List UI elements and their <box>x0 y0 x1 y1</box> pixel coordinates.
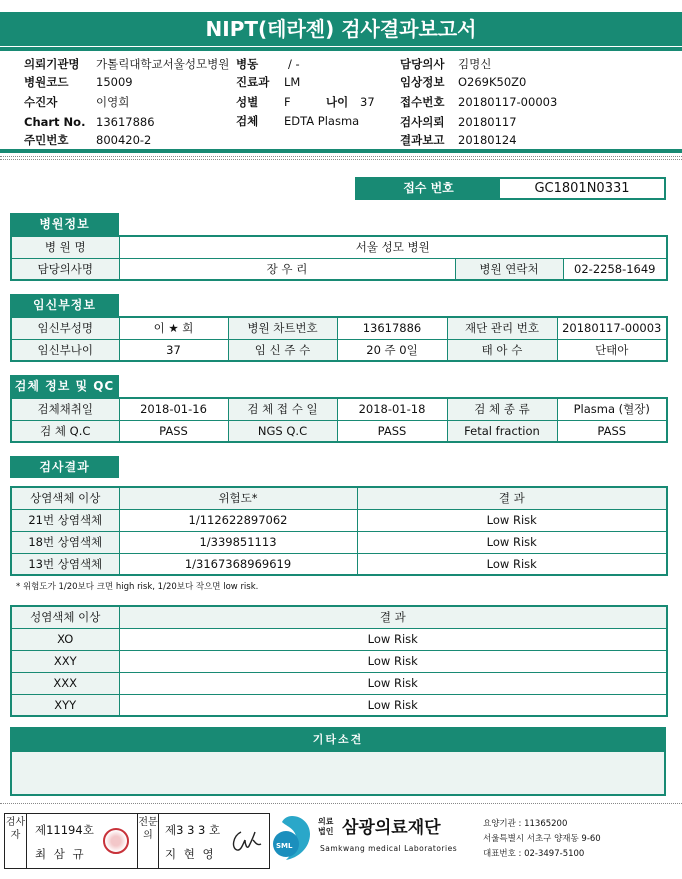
pregnant-name-value: 이 ★ 희 <box>119 317 228 339</box>
footer-separator <box>0 803 682 804</box>
sex-chromosome-name: XXX <box>11 672 119 694</box>
ngs-qc-value: PASS <box>337 420 447 442</box>
header-patient: 수진자 이영희 <box>24 95 130 109</box>
table-header-row <box>11 487 667 509</box>
fetal-fraction-value: PASS <box>557 420 667 442</box>
col-header-sex-result: 결 과 <box>119 606 667 628</box>
table-row <box>11 553 667 575</box>
specimen-type-label: 검 체 종 류 <box>447 398 557 420</box>
receive-date-value: 2018-01-18 <box>337 398 447 420</box>
corp-english-name: Samkwang medical Laboratories <box>320 844 458 853</box>
corp-contact-info <box>483 817 601 862</box>
collect-date-value: 2018-01-16 <box>119 398 228 420</box>
autosome-risk: 1/3167368969619 <box>119 553 357 575</box>
header-ward: 병동 / - <box>236 57 300 71</box>
table-row <box>11 509 667 531</box>
other-remarks-header: 기타소견 <box>10 727 666 752</box>
corp-phone: 대표번호 : 02-3497-5100 <box>483 849 585 859</box>
corp-type-small <box>318 817 333 837</box>
header-specimen: 검체 EDTA Plasma <box>236 114 360 128</box>
dotted-separator <box>0 156 682 160</box>
gestation-weeks-label: 임 신 주 수 <box>228 339 337 361</box>
header-divider <box>0 149 682 153</box>
reviewer-license-no: 제3 3 3 호 <box>165 823 221 837</box>
sex-chromosome-result: Low Risk <box>119 672 667 694</box>
report-title: NIPT(테라젠) 검사결과보고서 <box>0 12 682 46</box>
receipt-number-label: 접수 번호 <box>357 179 500 198</box>
table-row <box>11 628 667 650</box>
ngs-qc-label: NGS Q.C <box>228 420 337 442</box>
table-row <box>11 398 667 420</box>
examiner-license-no: 제11194호 <box>35 823 94 837</box>
specimen-info-table <box>10 397 668 443</box>
col-header-sex-chromosome: 성염색체 이상 <box>11 606 119 628</box>
reviewer-vertical-label: 전문의 <box>137 814 159 868</box>
management-number-value: 20180117-00003 <box>557 317 667 339</box>
table-row <box>11 236 667 258</box>
autosome-result: Low Risk <box>357 531 667 553</box>
sex-chromosome-table <box>10 605 668 717</box>
title-underline <box>0 47 682 51</box>
hospital-name-value: 서울 성모 병원 <box>119 236 667 258</box>
table-row <box>11 339 667 361</box>
autosome-results-table <box>10 486 668 576</box>
header-department: 진료과 LM <box>236 75 301 89</box>
header-request-date: 검사의뢰 20180117 <box>400 115 517 129</box>
fetus-count-label: 태 아 수 <box>447 339 557 361</box>
section-specimen-info: 검체 정보 및 QC <box>10 375 119 397</box>
doctor-name-value: 장 우 리 <box>119 258 455 280</box>
specimen-qc-value: PASS <box>119 420 228 442</box>
corp-name: 삼광의료재단 <box>342 818 441 838</box>
collect-date-label: 검체채취일 <box>11 398 119 420</box>
section-test-results: 검사결과 <box>10 456 119 478</box>
header-age: 나이 37 <box>326 95 375 109</box>
risk-footnote: * 위험도가 1/20보다 크면 high risk, 1/20보다 작으면 low risk. <box>16 582 259 592</box>
examiner-seal-icon <box>103 828 129 854</box>
sex-chromosome-result: Low Risk <box>119 650 667 672</box>
table-row <box>11 694 667 716</box>
autosome-result: Low Risk <box>357 553 667 575</box>
fetal-fraction-label: Fetal fraction <box>447 420 557 442</box>
sml-logo-icon <box>272 814 312 862</box>
hospital-info-table <box>10 235 668 281</box>
header-sex: 성별 F <box>236 95 291 109</box>
header-chart-no: Chart No. 13617886 <box>24 115 155 129</box>
corp-address: 서울특별시 서초구 양재동 9-60 <box>483 834 601 844</box>
pregnant-info-table <box>10 316 668 362</box>
management-number-label: 재단 관리 번호 <box>447 317 557 339</box>
header-resident-no: 주민번호 800420-2 <box>24 133 152 147</box>
fetus-count-value: 단태아 <box>557 339 667 361</box>
hospital-contact-label: 병원 연락처 <box>455 258 563 280</box>
autosome-name: 21번 상염색체 <box>11 509 119 531</box>
corp-type-line-1: 의료 <box>318 817 334 826</box>
reviewer-name: 지 현 영 <box>165 847 216 861</box>
table-row <box>11 317 667 339</box>
other-remarks-body <box>10 752 666 796</box>
sex-chromosome-name: XYY <box>11 694 119 716</box>
hospital-name-label: 병 원 명 <box>11 236 119 258</box>
logo-short-text: SML <box>276 842 293 850</box>
corp-agency-no: 요양기관 : 11365200 <box>483 819 568 829</box>
autosome-risk: 1/339851113 <box>119 531 357 553</box>
autosome-name: 18번 상염색체 <box>11 531 119 553</box>
header-requester: 의뢰기관명 가톨릭대학교서울성모병원 <box>24 57 230 71</box>
section-hospital-info: 병원정보 <box>10 213 119 235</box>
section-pregnant-info: 임신부정보 <box>10 294 119 316</box>
table-row <box>11 650 667 672</box>
receipt-number-value: GC1801N0331 <box>534 181 630 196</box>
col-header-risk: 위험도* <box>119 487 357 509</box>
sex-chromosome-result: Low Risk <box>119 628 667 650</box>
examiner-name: 최 삼 규 <box>35 847 86 861</box>
table-header-row <box>11 606 667 628</box>
table-row <box>11 672 667 694</box>
col-header-result: 결 과 <box>357 487 667 509</box>
specimen-type-value: Plasma (혈장) <box>557 398 667 420</box>
autosome-result: Low Risk <box>357 509 667 531</box>
pregnant-name-label: 임신부성명 <box>11 317 119 339</box>
autosome-name: 13번 상염색체 <box>11 553 119 575</box>
specimen-qc-label: 검 체 Q.C <box>11 420 119 442</box>
receipt-number-box <box>355 177 666 200</box>
sex-chromosome-result: Low Risk <box>119 694 667 716</box>
autosome-risk: 1/112622897062 <box>119 509 357 531</box>
col-header-autosome: 상염색체 이상 <box>11 487 119 509</box>
pregnant-age-value: 37 <box>119 339 228 361</box>
receive-date-label: 검 체 접 수 일 <box>228 398 337 420</box>
table-row <box>11 531 667 553</box>
table-row <box>11 258 667 280</box>
gestation-weeks-value: 20 주 0일 <box>337 339 447 361</box>
sex-chromosome-name: XO <box>11 628 119 650</box>
doctor-name-label: 담당의사명 <box>11 258 119 280</box>
table-row <box>11 420 667 442</box>
header-report-date: 결과보고 20180124 <box>400 133 517 147</box>
chart-number-label: 병원 차트번호 <box>228 317 337 339</box>
chart-number-value: 13617886 <box>337 317 447 339</box>
header-hospital-code: 병원코드 15009 <box>24 75 133 89</box>
examiner-vertical-label: 검사자 <box>5 814 27 868</box>
reviewer-signature-icon <box>227 826 263 856</box>
header-receipt-no: 접수번호 20180117-00003 <box>400 95 558 109</box>
signature-box <box>4 813 270 869</box>
header-clinical-info: 임상정보 O269K50Z0 <box>400 75 527 89</box>
sex-chromosome-name: XXY <box>11 650 119 672</box>
hospital-contact-value: 02-2258-1649 <box>563 258 667 280</box>
header-doctor: 담당의사 김명신 <box>400 57 492 71</box>
pregnant-age-label: 임신부나이 <box>11 339 119 361</box>
corp-type-line-2: 법인 <box>318 827 334 836</box>
